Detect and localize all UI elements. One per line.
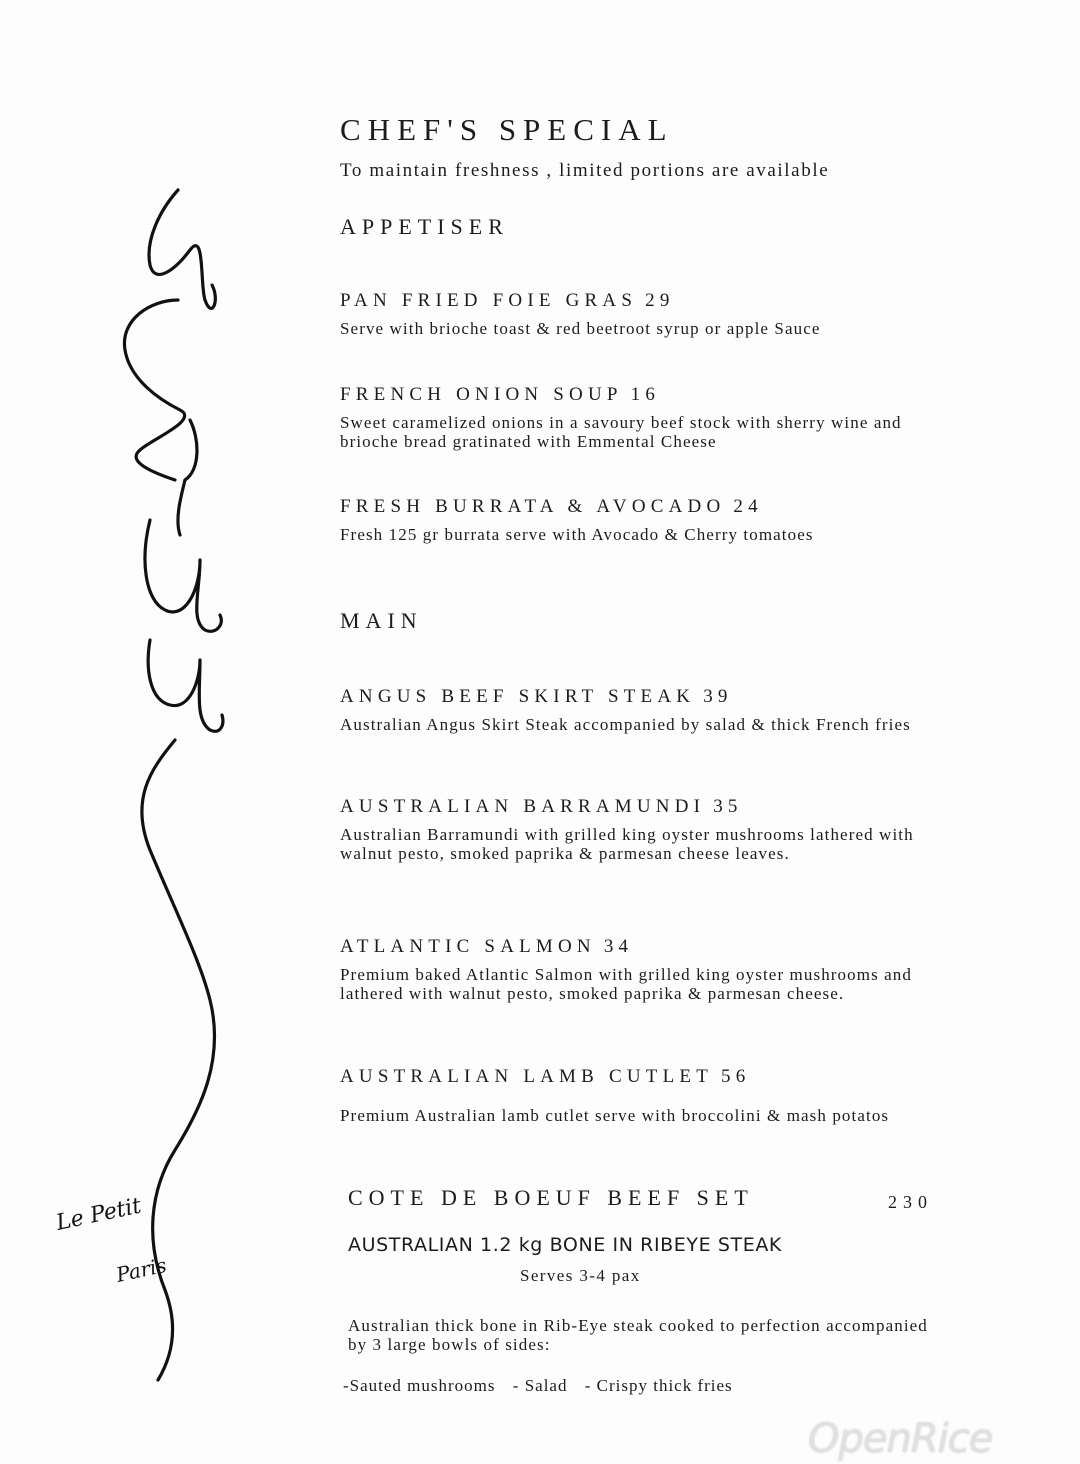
menu-item — [340, 796, 940, 863]
item-description: Premium baked Atlantic Salmon with grilled king oyster mushrooms and lathered with walnut pesto, smoked paprika & parmesan cheese. — [340, 965, 912, 1003]
side-item: - Salad — [512, 1376, 568, 1395]
menu-item — [340, 496, 940, 544]
item-description: Australian Angus Skirt Steak accompanied by salad & thick French fries — [340, 715, 911, 734]
item-price: 29 — [645, 290, 675, 311]
svg-text:Le Petit: Le Petit — [54, 1193, 144, 1236]
item-price: 34 — [603, 936, 634, 957]
openrice-watermark: OpenRice — [808, 1416, 993, 1462]
item-name: ATLANTIC SALMON — [340, 936, 596, 957]
side-item: - Crispy thick fries — [584, 1376, 733, 1395]
item-name: AUSTRALIAN BARRAMUNDI — [340, 796, 706, 817]
item-name: PAN FRIED FOIE GRAS — [340, 290, 638, 311]
item-price: 16 — [630, 384, 661, 405]
item-description: Premium Australian lamb cutlet serve with broccolini & mash potatos — [340, 1106, 890, 1125]
item-description: Sweet caramelized onions in a savoury beef stock with sherry wine and brioche bread gratinated with Emmental Cheese — [340, 413, 902, 451]
side-item: -Sauted mushrooms — [343, 1376, 496, 1395]
item-description: Serve with brioche toast & red beetroot syrup or apple Sauce — [340, 319, 821, 338]
item-description: Australian Barramundi with grilled king oyster mushrooms lathered with walnut pesto, smoked paprika & parmesan cheese leaves. — [340, 825, 914, 863]
set-price: 230 — [888, 1192, 933, 1212]
item-name: ANGUS BEEF SKIRT STEAK — [340, 686, 696, 707]
item-name: FRENCH ONION SOUP — [340, 384, 623, 405]
set-description: Australian thick bone in Rib-Eye steak cooked to perfection accompanied by 3 large bowls of sides: — [348, 1316, 928, 1354]
item-name: AUSTRALIAN LAMB CUTLET — [340, 1066, 713, 1087]
menu-title: CHEF'S SPECIAL — [340, 112, 674, 147]
item-name: FRESH BURRATA & AVOCADO — [340, 496, 726, 517]
item-price: 24 — [733, 496, 763, 517]
section-heading-appetiser: APPETISER — [340, 214, 509, 239]
item-price: 35 — [713, 796, 743, 817]
menu-item — [340, 384, 940, 451]
set-name: COTE DE BOEUF BEEF SET — [348, 1185, 754, 1210]
menu-item — [340, 1066, 940, 1125]
menu-script-lettering — [0, 0, 330, 1464]
item-description: Fresh 125 gr burrata serve with Avocado & Cherry tomatoes — [340, 525, 814, 544]
menu-item — [340, 290, 940, 338]
svg-text:Paris: Paris — [114, 1252, 169, 1287]
menu-subtitle: To maintain freshness , limited portions are available — [340, 160, 830, 181]
item-price: 39 — [703, 686, 733, 707]
set-serves: Serves 3-4 pax — [520, 1266, 641, 1285]
item-price: 56 — [721, 1066, 751, 1087]
set-sides — [343, 1376, 943, 1396]
menu-item — [340, 936, 940, 1003]
section-heading-main: MAIN — [340, 608, 423, 633]
set-subtitle: AUSTRALIAN 1.2 kg BONE IN RIBEYE STEAK — [348, 1234, 782, 1256]
menu-item — [340, 686, 940, 734]
